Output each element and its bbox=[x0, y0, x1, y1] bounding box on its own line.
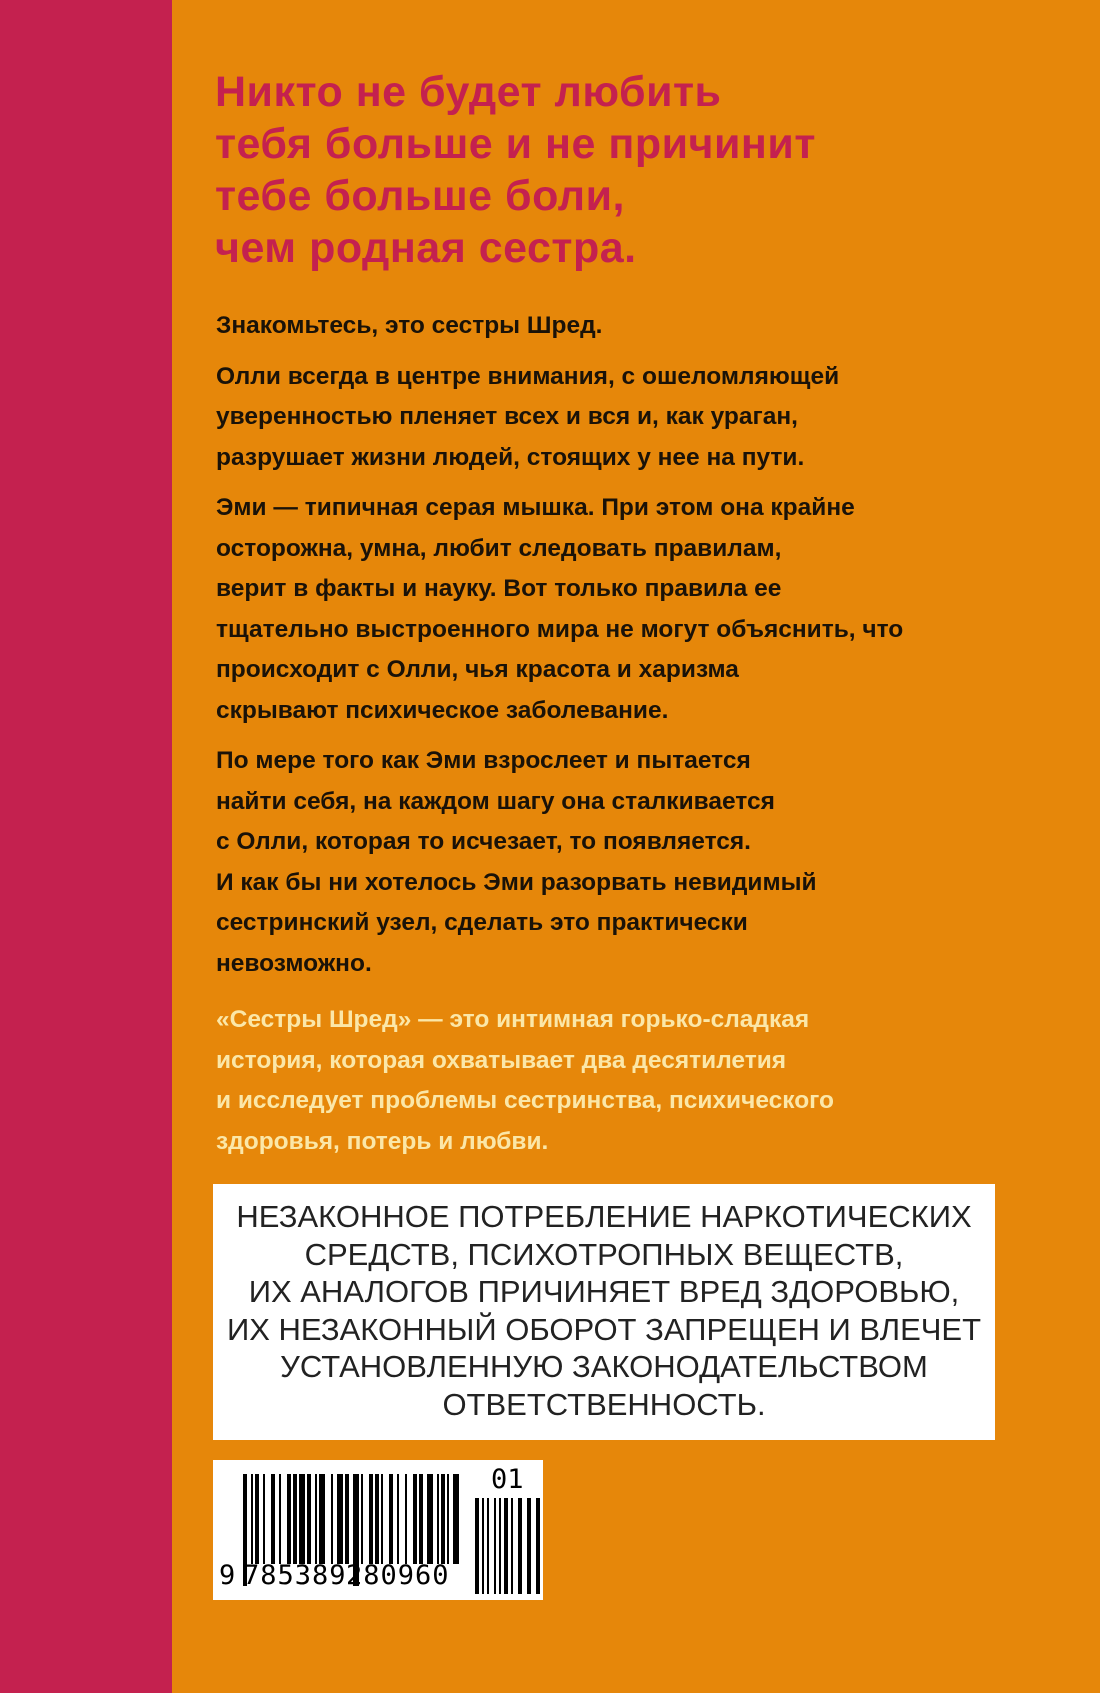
barcode-bar bbox=[437, 1474, 439, 1564]
barcode-bar bbox=[271, 1474, 275, 1564]
barcode-bar bbox=[337, 1474, 343, 1564]
barcode-addon-bar bbox=[511, 1498, 513, 1594]
text-line: Олли всегда в центре внимания, с ошеломляющей bbox=[216, 362, 840, 390]
spine-strip bbox=[0, 0, 172, 1693]
text-line: Никто не будет любить bbox=[215, 68, 722, 116]
barcode-bar bbox=[331, 1474, 333, 1564]
description bbox=[216, 306, 903, 994]
barcode-bar bbox=[369, 1474, 373, 1564]
barcode-bar bbox=[251, 1474, 253, 1564]
text-line: найти себя, на каждом шагу она сталкивается bbox=[216, 787, 775, 815]
barcode-bar bbox=[279, 1474, 281, 1564]
barcode-addon-bar bbox=[518, 1498, 522, 1594]
barcode-addon-bar bbox=[475, 1498, 479, 1594]
barcode-addon-bar bbox=[499, 1498, 501, 1594]
barcode-addon-bar bbox=[536, 1498, 540, 1594]
paragraph bbox=[216, 741, 903, 984]
barcode-bar bbox=[381, 1474, 383, 1564]
text-line: верит в факты и науку. Вот только правила ее bbox=[216, 575, 782, 602]
text-line: здоровья, потерь и любви. bbox=[216, 1127, 549, 1155]
barcode-bar bbox=[361, 1474, 363, 1564]
barcode-bar bbox=[405, 1474, 407, 1564]
barcode-bar bbox=[255, 1474, 259, 1564]
barcode-bar bbox=[345, 1474, 349, 1564]
headline bbox=[215, 66, 816, 274]
text-line: УСТАНОВЛЕННУЮ ЗАКОНОДАТЕЛЬСТВОМ bbox=[280, 1349, 928, 1384]
text-line: СРЕДСТВ, ПСИХОТРОПНЫХ ВЕЩЕСТВ, bbox=[304, 1236, 904, 1272]
isbn-barcode bbox=[213, 1460, 543, 1600]
paragraph bbox=[216, 306, 903, 347]
barcode-addon: 01 bbox=[491, 1464, 524, 1495]
barcode-bar bbox=[397, 1474, 399, 1564]
text-line: разрушает жизни людей, стоящих у нее на пути. bbox=[216, 443, 805, 471]
text-line: По мере того как Эми взрослеет и пытается bbox=[216, 747, 751, 774]
health-warning bbox=[213, 1184, 995, 1440]
barcode-left-digits: 785389 bbox=[243, 1560, 347, 1591]
barcode-addon-bar bbox=[487, 1498, 489, 1594]
text-line: тщательно выстроенного мира не могут объяснить, что bbox=[216, 615, 904, 643]
text-line: скрывают психическое заболевание. bbox=[216, 696, 669, 724]
barcode-bar bbox=[441, 1474, 445, 1564]
paragraph bbox=[216, 488, 903, 731]
text-line: ИХ НЕЗАКОННЫЙ ОБОРОТ ЗАПРЕЩЕН И ВЛЕЧЕТ bbox=[226, 1311, 982, 1347]
text-line: чем родная сестра. bbox=[215, 224, 637, 272]
barcode-bar bbox=[419, 1474, 423, 1564]
text-line: невозможно. bbox=[216, 949, 372, 977]
text-line: история, которая охватывает два десятилетия bbox=[216, 1046, 787, 1074]
text-line: НЕЗАКОННОЕ ПОТРЕБЛЕНИЕ НАРКОТИЧЕСКИХ bbox=[236, 1199, 972, 1234]
text-line: сестринский узел, сделать это практически bbox=[216, 909, 748, 936]
paragraph bbox=[216, 357, 903, 479]
barcode-bar bbox=[427, 1474, 433, 1564]
barcode-bar bbox=[319, 1474, 325, 1564]
barcode-bar bbox=[413, 1474, 417, 1564]
text-line: тебе больше боли, bbox=[215, 172, 625, 220]
barcode-addon-bar bbox=[527, 1498, 531, 1594]
text-line: уверенностью пленяет всех и вся и, как ураган, bbox=[216, 403, 798, 430]
text-line: «Сестры Шред» — это интимная горько-сладкая bbox=[216, 1006, 810, 1033]
text-line: И как бы ни хотелось Эми разорвать невидимый bbox=[216, 868, 817, 896]
text-line: ОТВЕТСТВЕННОСТЬ. bbox=[442, 1386, 766, 1422]
text-line: с Олли, которая то исчезает, то появляется. bbox=[216, 828, 751, 855]
text-line: и исследует проблемы сестринства, психического bbox=[216, 1087, 835, 1114]
text-line: происходит с Олли, чья красота и харизма bbox=[216, 656, 739, 683]
barcode-bar bbox=[293, 1474, 297, 1564]
text-line: осторожна, умна, любит следовать правилам, bbox=[216, 534, 782, 562]
summary bbox=[216, 1000, 834, 1162]
barcode-bar bbox=[389, 1474, 393, 1564]
text-line: Знакомьтесь, это сестры Шред. bbox=[216, 312, 603, 339]
text-line: тебя больше и не причинит bbox=[215, 120, 816, 168]
barcode-prefix: 9 bbox=[219, 1560, 236, 1591]
barcode-bar bbox=[375, 1474, 379, 1564]
barcode-bar bbox=[263, 1474, 265, 1564]
barcode-bar bbox=[447, 1474, 449, 1564]
barcode-addon-bar bbox=[504, 1498, 508, 1594]
barcode-bar bbox=[315, 1474, 317, 1564]
text-line: ИХ АНАЛОГОВ ПРИЧИНЯЕТ ВРЕД ЗДОРОВЬЮ, bbox=[248, 1274, 960, 1309]
barcode-addon-bar bbox=[482, 1498, 484, 1594]
barcode-bar bbox=[307, 1474, 311, 1564]
barcode-addon-bar bbox=[494, 1498, 496, 1594]
barcode-right-digits: 280960 bbox=[346, 1560, 450, 1591]
text-line: Эми — типичная серая мышка. При этом она крайне bbox=[216, 494, 855, 521]
barcode-bar bbox=[299, 1474, 305, 1564]
barcode-bar bbox=[453, 1474, 459, 1564]
barcode-bar bbox=[287, 1474, 291, 1564]
